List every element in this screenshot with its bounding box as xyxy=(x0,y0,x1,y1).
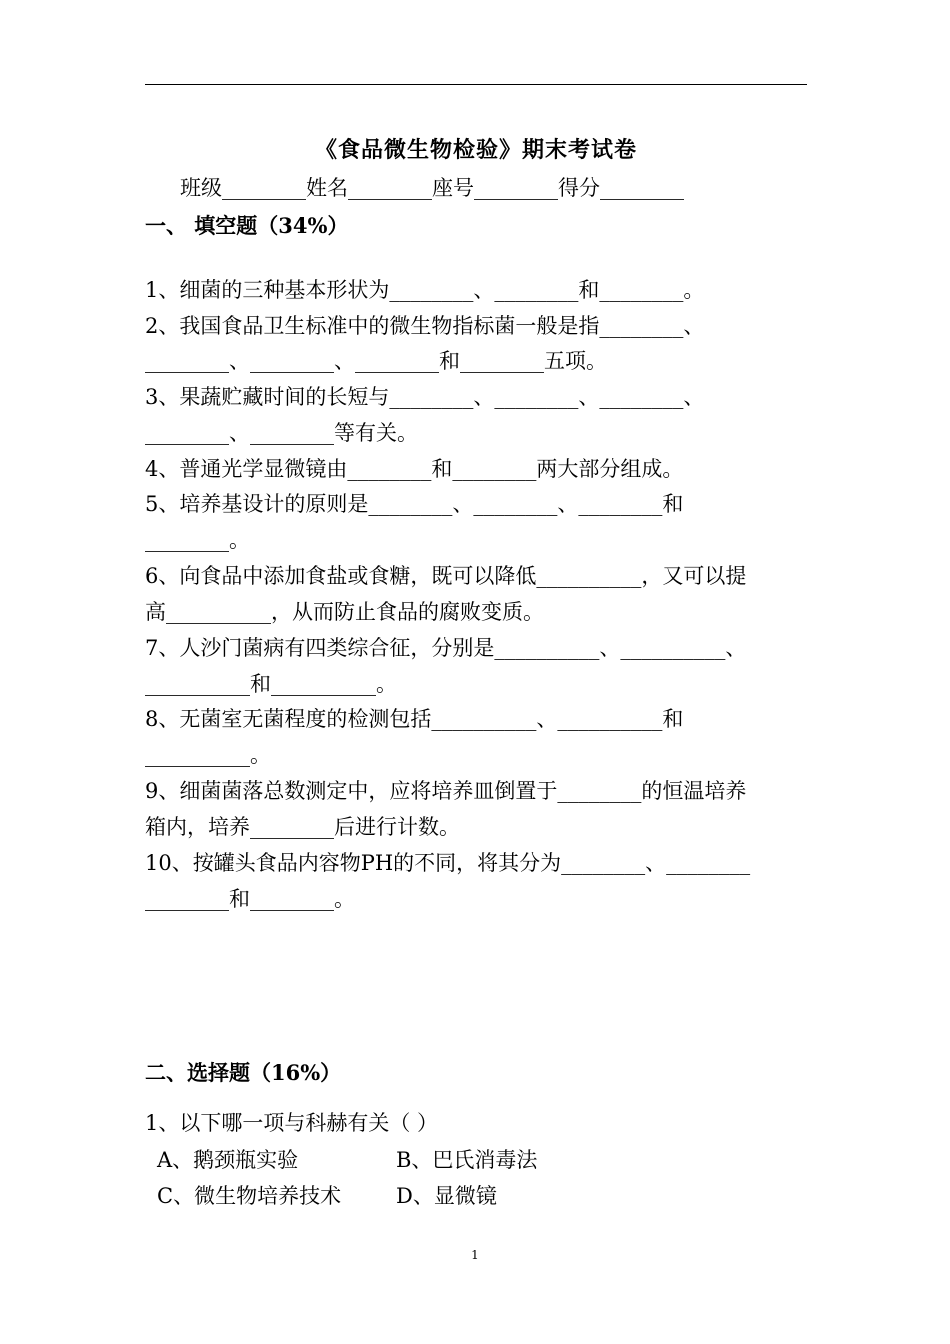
option-a: A、鹅颈瓶实验 xyxy=(157,1148,299,1172)
question-line: 10、按罐头食品内容物PH的不同，将其分为________、________ xyxy=(145,851,751,875)
section-2-heading: 二、选择题（16%） xyxy=(145,1060,342,1085)
question-line: ________、________等有关。 xyxy=(145,421,418,445)
question-line: 2、我国食品卫生标准中的微生物指标菌一般是指________、 xyxy=(145,314,705,338)
question-line: 8、无菌室无菌程度的检测包括__________、__________和 xyxy=(145,707,684,731)
option-b: B、巴氏消毒法 xyxy=(396,1148,538,1172)
question-line: ________、________、________和________五项。 xyxy=(145,349,607,373)
section-1-heading: 一、 填空题（34%） xyxy=(145,213,349,238)
question-line: __________和__________。 xyxy=(145,672,397,696)
question-line: 高__________，从而防止食品的腐败变质。 xyxy=(145,600,544,624)
question-line: ________。 xyxy=(145,528,250,552)
page-number: 1 xyxy=(471,1248,479,1262)
choice-question: 1、以下哪一项与科赫有关（ ） xyxy=(145,1111,439,1135)
question-line: 箱内，培养________后进行计数。 xyxy=(145,815,460,839)
student-info-line: 班级________姓名________座号________得分________ xyxy=(180,176,684,200)
question-line: ________和________。 xyxy=(145,887,355,911)
question-line: 1、细菌的三种基本形状为________、________和________。 xyxy=(145,278,705,302)
question-line: 7、人沙门菌病有四类综合征，分别是__________、__________、 xyxy=(145,636,747,660)
question-line: 3、果蔬贮藏时间的长短与________、________、________、 xyxy=(145,385,705,409)
question-line: __________。 xyxy=(145,743,271,767)
exam-title: 《食品微生物检验》期末考试卷 xyxy=(314,137,637,163)
header-rule xyxy=(145,84,807,85)
question-line: 6、向食品中添加食盐或食糖，既可以降低__________，又可以提 xyxy=(145,564,747,588)
question-line: 9、细菌菌落总数测定中，应将培养皿倒置于________的恒温培养 xyxy=(145,779,747,803)
option-c: C、微生物培养技术 xyxy=(157,1184,342,1208)
option-d: D、显微镜 xyxy=(396,1184,497,1208)
question-line: 4、普通光学显微镜由________和________两大部分组成。 xyxy=(145,457,684,481)
question-line: 5、培养基设计的原则是________、________、________和 xyxy=(145,492,684,516)
